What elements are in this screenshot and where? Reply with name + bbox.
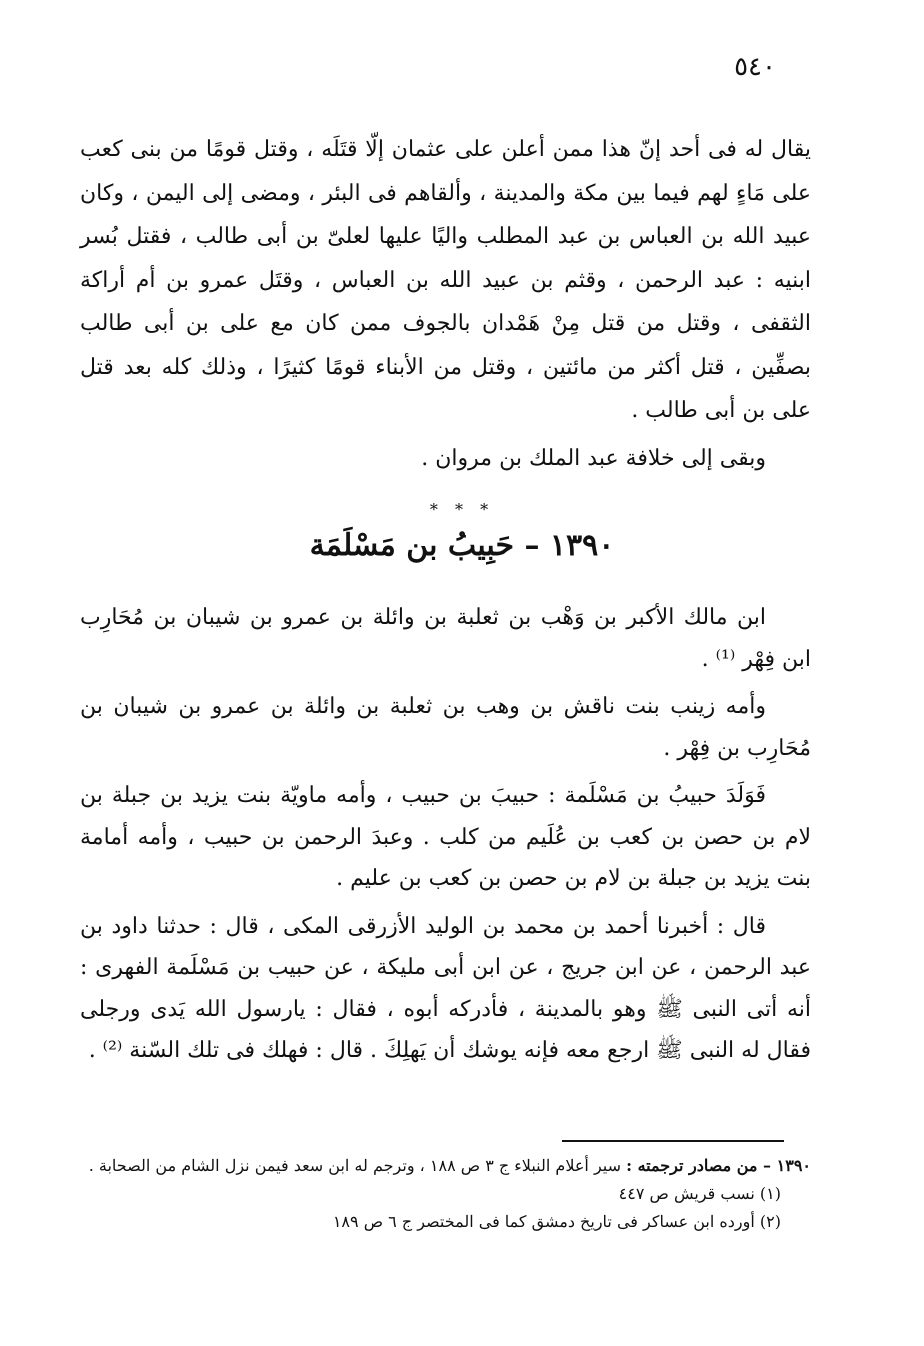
entry-body: [80, 597, 811, 1078]
entry-narration-paragraph: قال : أخبرنا أحمد بن محمد بن الوليد الأزرقى المكى ، قال : حدثنا داود بن عبد الرحمن ، عن ابن جريج ، عن ابن أبى مليكة ، عن حبيب بن مَسْلَمة الفهرى : أنه أتى النبى ﷺ وهو بالمدينة ، فأدركه أبوه ، فقال : يارسول الله يَدى ورجلى فقال له النبى ﷺ ارجع معه فإنه يوشك أن يَهلِكَ . قال : فهلك فى تلك السّنة ⁽²⁾ .: [80, 913, 811, 1063]
footnote-sources-text: سير أعلام النبلاء ج ٣ ص ١٨٨ ، وترجم له ابن سعد فيمن نزل الشام من الصحابة .: [88, 1156, 622, 1175]
footnote-2: (٢) أورده ابن عساكر فى تاريخ دمشق كما فى المختصر ج ٦ ص ١٨٩: [332, 1212, 781, 1231]
entry-mother-paragraph: وأمه زينب بنت ناقش بن وهب بن ثعلبة بن وائلة بن عمرو بن شيبان بن مُحَارِب بن فِهْر .: [80, 694, 811, 761]
footnotes: [80, 1152, 811, 1236]
previous-entry-paragraph: يقال له فى أحد إنّ هذا ممن أعلن على عثمان إلّا قتَلَه ، وقتل قومًا من بنى كعب على مَاءٍ لهم فيما بين مكة والمدينة ، وألقاهم فى البئر ، ومضى إلى اليمن ، وكان عبيد الله بن العباس بن عبد المطلب واليًا عليها لعلىّ بن أبى طالب ، فقتل بُسر ابنيه : عبد الرحمن ، وقثم بن عبيد الله بن العباس ، وقتَل عمرو بن أم أراكة الثقفى ، وقتل من قتل مِنْ هَمْدان بالجوف ممن كان مع على بن أبى طالب بصفِّين ، قتل أكثر من مائتين ، وقتل من الأبناء قومًا كثيرًا ، وذلك كله بعد قتل على بن أبى طالب .: [80, 137, 811, 423]
section-separator: * * *: [429, 500, 495, 519]
footnote-divider: [562, 1140, 784, 1142]
entry-heading: ١٣٩٠ – حَبِيبُ بن مَسْلَمَة: [309, 528, 615, 563]
page-number: ٥٤٠: [734, 52, 776, 82]
footnote-sources: [80, 1152, 811, 1180]
footnote-1: (١) نسب قريش ص ٤٤٧: [618, 1184, 781, 1203]
footnote-sources-label: ١٣٩٠ – من مصادر ترجمته :: [626, 1156, 811, 1175]
entry-children-paragraph: فَوَلَدَ حبيبُ بن مَسْلَمة : حبيبَ بن حبيب ، وأمه ماويّة بنت يزيد بن جبلة بن لام بن حصن بن كعب بن عُلَيم من كلب . وعبدَ الرحمن بن حبيب ، وأمه أمامة بنت يزيد بن جبلة بن لام بن حصن بن كعب بن عليم .: [80, 783, 811, 891]
entry-lineage-paragraph: ابن مالك الأكبر بن وَهْب بن ثعلبة بن وائلة بن عمرو بن شيبان بن مُحَارِب ابن فِهْر ⁽¹⁾ .: [80, 605, 811, 672]
previous-entry-closing-line: وبقى إلى خلافة عبد الملك بن مروان .: [421, 446, 766, 471]
